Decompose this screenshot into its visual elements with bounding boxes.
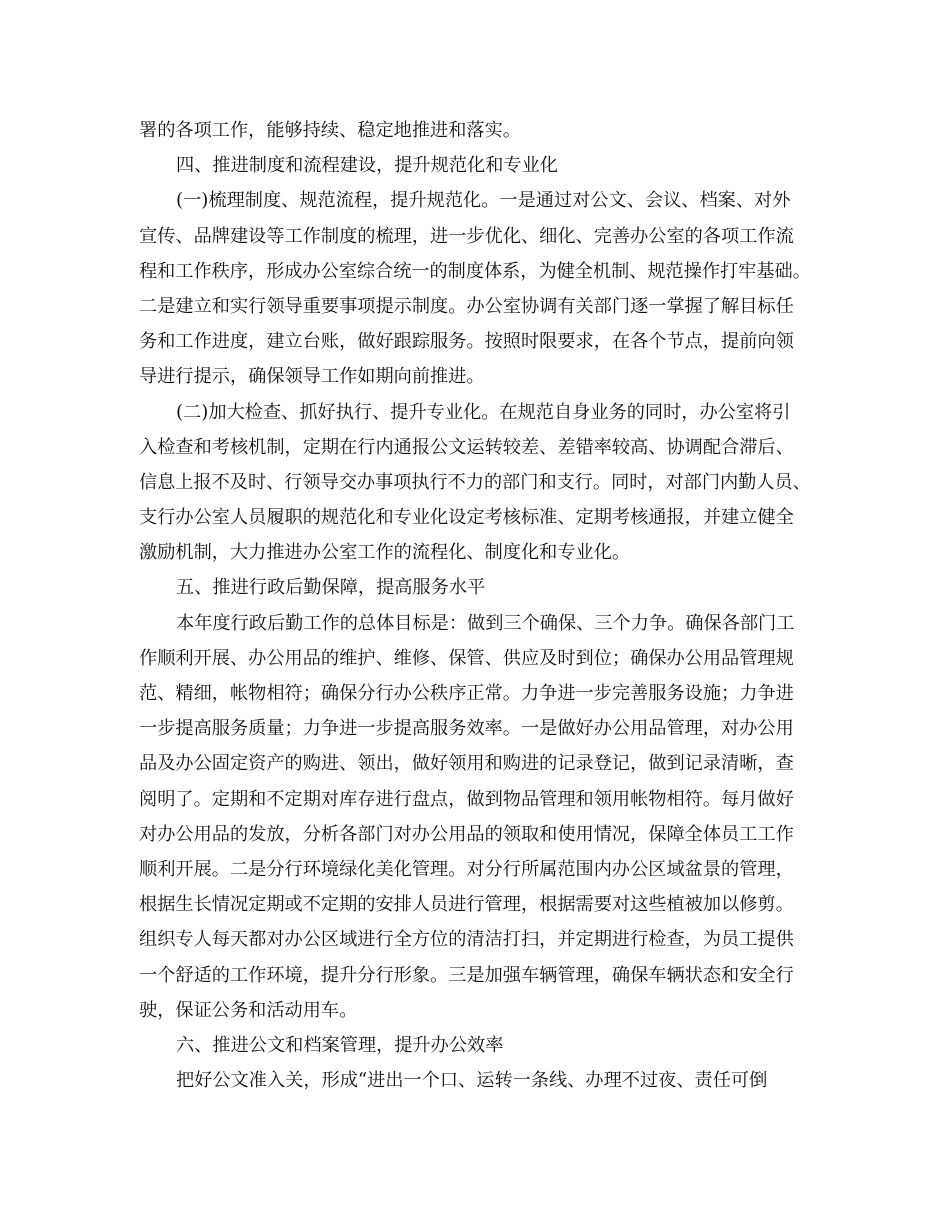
text-line: 入检查和考核机制，定期在行内通报公文运转较差、差错率较高、协调配合滞后、	[139, 436, 794, 458]
text-line: 署的各项工作，能够持续、稳定地推进和落实。	[139, 120, 521, 141]
text-line: 导进行提示，确保领导工作如期向前推进。	[139, 366, 485, 388]
text-line: 务和工作进度，建立台账，做好跟踪服务。按照时限要求，在各个节点，提前向领	[139, 331, 794, 353]
text-line: 顺利开展。二是分行环境绿化美化管理。对分行所属范围内办公区域盆景的管理，	[139, 858, 794, 880]
text-line: 宣传、品牌建设等工作制度的梳理，进一步优化、细化、完善办公室的各项工作流	[139, 225, 794, 247]
text-line: 支行办公室人员履职的规范化和专业化设定考核标准、定期考核通报，并建立健全	[139, 507, 794, 529]
text-line: 作顺利开展、办公用品的维护、维修、保管、供应及时到位；确保办公用品管理规	[139, 647, 794, 669]
text-line: 驶，保证公务和活动用车。	[139, 999, 358, 1021]
text-line: (一)梳理制度、规范流程，提升规范化。一是通过对公文、会议、档案、对外	[176, 190, 791, 212]
text-line: 本年度行政后勤工作的总体目标是：做到三个确保、三个力争。确保各部门工	[176, 612, 795, 634]
text-line: 品及办公固定资产的购进、领出，做好领用和购进的记录登记，做到记录清晰，查	[139, 753, 794, 775]
text-line: 二是建立和实行领导重要事项提示制度。办公室协调有关部门逐一掌握了解目标任	[139, 295, 794, 317]
text-line: 根据生长情况定期或不定期的安排人员进行管理，根据需要对这些植被加以修剪。	[139, 894, 794, 916]
text-line: 一步提高服务质量；力争进一步提高服务效率。一是做好办公用品管理，对办公用	[139, 718, 794, 740]
text-line: 程和工作秩序，形成办公室综合统一的制度体系，为健全机制、规范操作打牢基础。	[139, 260, 811, 282]
text-line: 四、推进制度和流程建设，提升规范化和专业化	[176, 155, 558, 177]
text-line: 激励机制，大力推进办公室工作的流程化、制度化和专业化。	[139, 542, 631, 564]
text-line: 六、推进公文和档案管理，提升办公效率	[176, 1034, 504, 1056]
text-line: (二)加大检查、抓好执行、提升专业化。在规范自身业务的同时，办公室将引	[176, 401, 791, 423]
text-line: 阅明了。定期和不定期对库存进行盘点，做到物品管理和领用帐物相符。每月做好	[139, 788, 794, 810]
text-line: 范、精细，帐物相符；确保分行办公秩序正常。力争进一步完善服务设施；力争进	[139, 683, 794, 704]
text-line: 把好公文准入关，形成“进出一个口、运转一条线、办理不过夜、责任可倒	[176, 1070, 768, 1092]
text-line: 对办公用品的发放，分析各部门对办公用品的领取和使用情况，保障全体员工工作	[139, 823, 794, 845]
text-line: 一个舒适的工作环境，提升分行形象。三是加强车辆管理，确保车辆状态和安全行	[139, 964, 794, 986]
document-body	[139, 113, 811, 1098]
text-line: 组织专人每天都对办公区域进行全方位的清洁打扫，并定期进行检查，为员工提供	[139, 929, 794, 951]
text-line: 五、推进行政后勤保障，提高服务水平	[176, 577, 486, 599]
text-line: 信息上报不及时、行领导交办事项执行不力的部门和支行。同时，对部门内勤人员、	[139, 471, 811, 493]
